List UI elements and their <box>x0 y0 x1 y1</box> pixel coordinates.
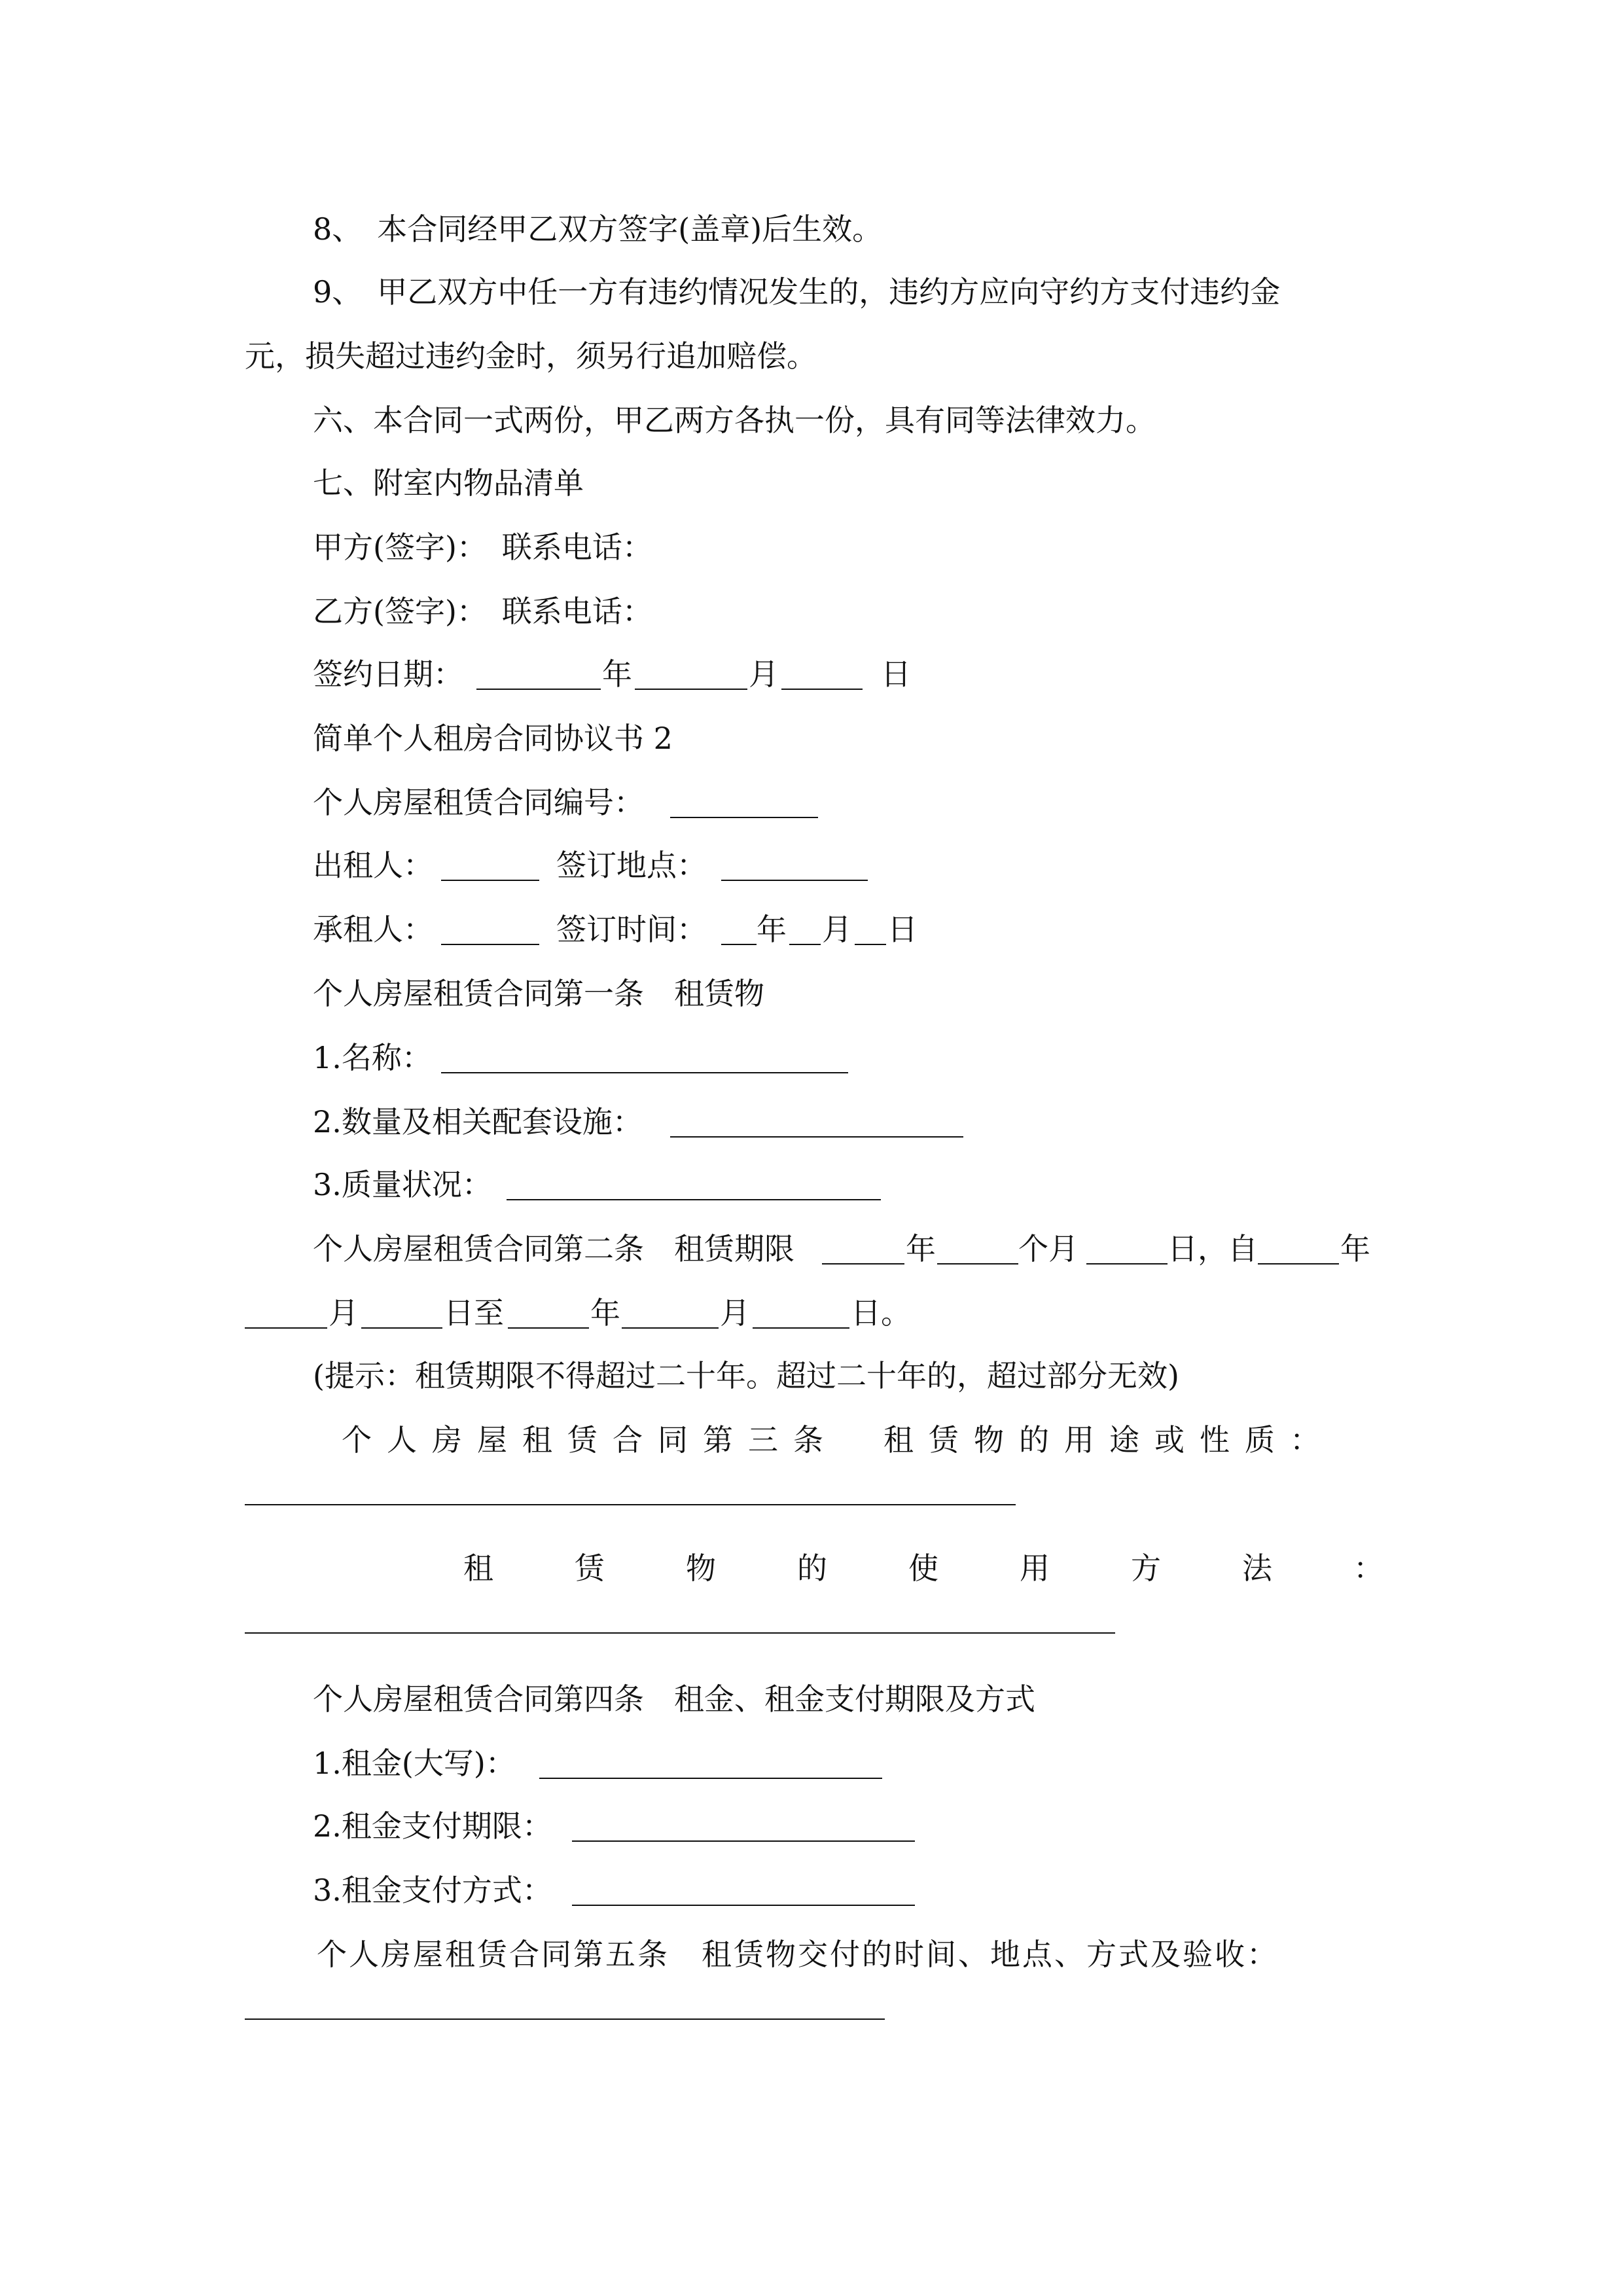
start-day-to-char: 日至 <box>444 1295 504 1331</box>
year-blank[interactable] <box>476 655 601 690</box>
term-days-blank[interactable] <box>1086 1229 1168 1265</box>
term-days-char: 日，自 <box>1168 1231 1258 1266</box>
section-6-text: 六、本合同一式两份，甲乙两方各执一份，具有同等法律效力。 <box>313 403 1156 438</box>
term-hint-text: (提示：租赁期限不得超过二十年。超过二十年的，超过部分无效) <box>313 1358 1179 1393</box>
article-4-title: 个人房屋租赁合同第四条 租金、租金支付期限及方式 <box>313 1681 1035 1717</box>
sign-time-month-blank[interactable] <box>789 910 821 945</box>
day-blank[interactable] <box>781 655 863 690</box>
start-year-blank[interactable] <box>1258 1229 1339 1265</box>
sign-time-day-blank[interactable] <box>855 910 886 945</box>
item-name-blank[interactable] <box>441 1038 848 1073</box>
sign-time-year-char: 年 <box>757 912 787 947</box>
usage-method-label: 租赁物的使用方法： <box>463 1551 1465 1586</box>
sign-place-blank[interactable] <box>721 846 868 881</box>
term-years-blank[interactable] <box>822 1229 904 1265</box>
item-quantity-label: 2.数量及相关配套设施： <box>313 1104 643 1139</box>
agreement-title-2-text: 简单个人租房合同协议书 2 <box>313 721 673 756</box>
month-blank[interactable] <box>635 655 747 690</box>
item-quality-label: 3.质量状况： <box>313 1167 492 1202</box>
sign-time-month-char: 月 <box>822 912 852 947</box>
rent-amount-label: 1.租金(大写)： <box>313 1746 516 1781</box>
rent-amount-blank[interactable] <box>539 1744 882 1779</box>
end-year-char: 年 <box>590 1295 620 1331</box>
rent-period-label: 2.租金支付期限： <box>313 1808 552 1844</box>
start-day-blank[interactable] <box>361 1293 442 1329</box>
start-year-char: 年 <box>1340 1231 1370 1266</box>
month-char: 月 <box>749 656 779 692</box>
lessee-label: 承租人： <box>313 912 433 947</box>
sign-place-label: 签订地点： <box>556 848 707 883</box>
sign-time-label: 签订时间： <box>556 912 707 947</box>
article-5-title: 个人房屋租赁合同第五条 租赁物交付的时间、地点、方式及验收： <box>317 1937 1279 1972</box>
article-5-blank[interactable] <box>245 2018 885 2020</box>
clause-9-text: 9、 甲乙双方中任一方有违约情况发生的，违约方应向守约方支付违约金 <box>313 274 1281 310</box>
end-month-blank[interactable] <box>622 1293 719 1329</box>
year-char: 年 <box>602 656 632 692</box>
rent-method-label: 3.租金支付方式： <box>313 1873 552 1908</box>
lessee-blank[interactable] <box>441 910 539 945</box>
sign-time-day-char: 日 <box>887 912 918 947</box>
start-month-char: 月 <box>329 1295 359 1331</box>
usage-method-blank[interactable] <box>245 1632 1115 1634</box>
party-a-signature-text: 甲方(签字)： 联系电话： <box>313 529 652 565</box>
item-quality-blank[interactable] <box>507 1165 881 1200</box>
start-month-blank[interactable] <box>245 1293 327 1329</box>
term-months-char: 个月 <box>1018 1231 1079 1266</box>
end-day-blank[interactable] <box>753 1293 849 1329</box>
clause-8-text: 8、 本合同经甲乙双方签字(盖章)后生效。 <box>313 211 883 247</box>
rent-period-blank[interactable] <box>572 1806 915 1842</box>
sign-date-label: 签约日期： <box>313 656 463 692</box>
rent-method-blank[interactable] <box>572 1871 915 1906</box>
end-year-blank[interactable] <box>508 1293 589 1329</box>
item-name-label: 1.名称： <box>313 1040 432 1075</box>
article-3-blank[interactable] <box>245 1504 1016 1505</box>
article-3-title: 个人房屋租赁合同第三条 租赁物的用途或性质： <box>342 1422 1335 1458</box>
term-years-char: 年 <box>906 1231 936 1266</box>
article-2-title: 个人房屋租赁合同第二条 租赁期限 <box>313 1231 794 1266</box>
end-day-char: 日。 <box>851 1295 911 1331</box>
section-7-text: 七、附室内物品清单 <box>313 465 584 501</box>
lessor-label: 出租人： <box>313 848 433 883</box>
day-char: 日 <box>881 656 911 692</box>
article-1-title: 个人房屋租赁合同第一条 租赁物 <box>313 976 764 1011</box>
lessor-blank[interactable] <box>441 846 539 881</box>
end-month-char: 月 <box>720 1295 750 1331</box>
sign-time-year-blank[interactable] <box>721 910 757 945</box>
contract-number-blank[interactable] <box>670 783 818 818</box>
party-b-signature-text: 乙方(签字)： 联系电话： <box>313 594 652 629</box>
term-months-blank[interactable] <box>937 1229 1018 1265</box>
item-quantity-blank[interactable] <box>670 1102 963 1138</box>
contract-number-label: 个人房屋租赁合同编号： <box>313 785 644 820</box>
clause-9-continued-text: 元，损失超过违约金时，须另行追加赔偿。 <box>245 338 817 374</box>
